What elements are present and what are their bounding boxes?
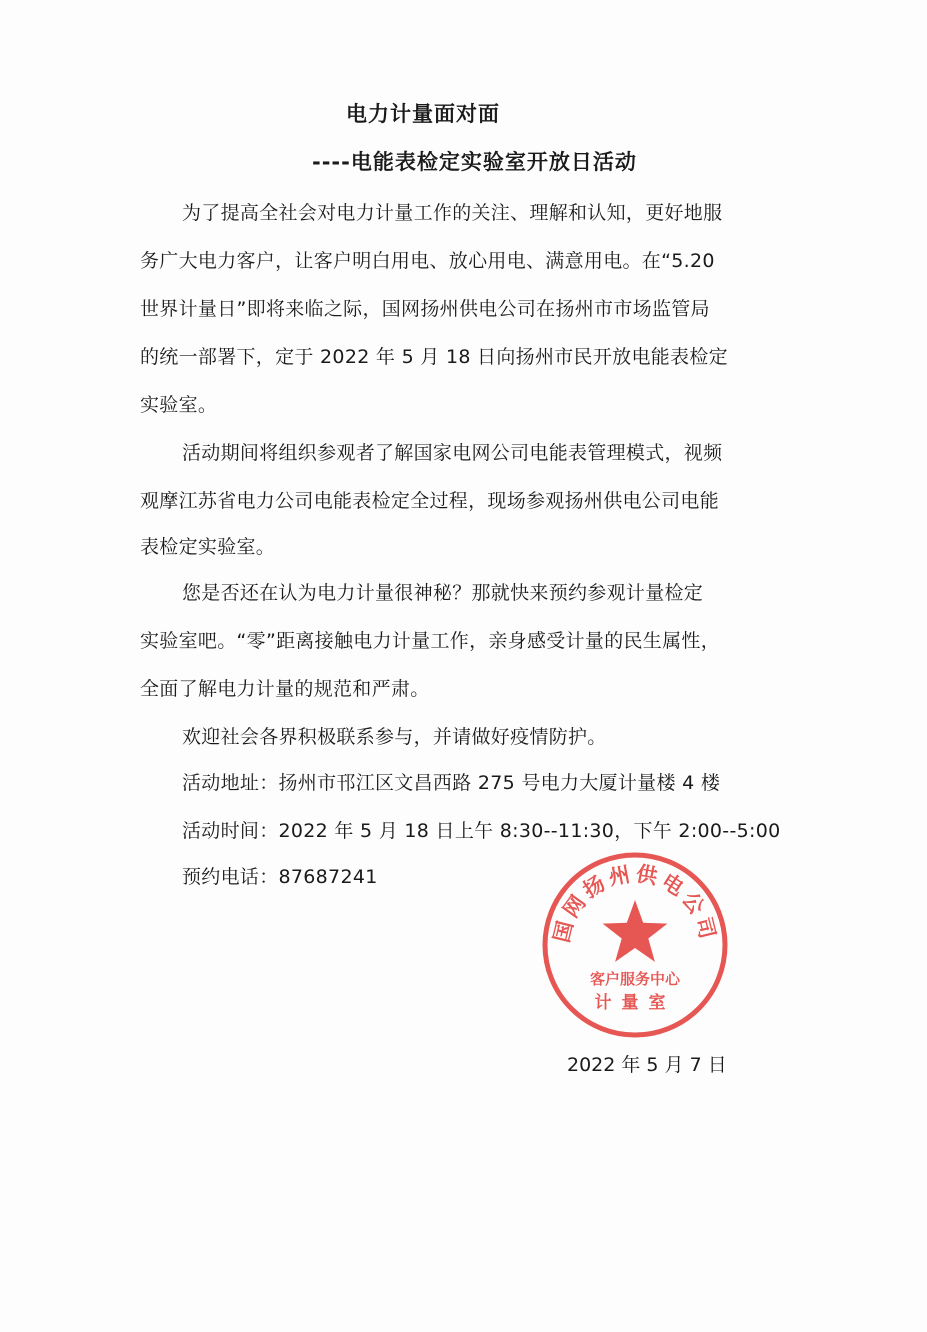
p1-line: 务广大电力客户，让客户明白用电、放心用电、满意用电。在“5.20 [140,250,715,272]
official-seal-stamp [540,850,730,1040]
p1-line: 实验室。 [140,394,218,416]
document-date: 2022 年 5 月 7 日 [567,1054,727,1076]
p1-line: 的统一部署下，定于 2022 年 5 月 18 日向扬州市民开放电能表检定 [140,346,728,368]
p2-line: 活动期间将组织参观者了解国家电网公司电能表管理模式，视频 [182,442,723,464]
p3-line: 实验室吧。“零”距离接触电力计量工作，亲身感受计量的民生属性， [140,630,720,652]
seal-inner-line2: 计量室 [594,993,676,1013]
p1-line: 为了提高全社会对电力计量工作的关注、理解和认知，更好地服 [182,202,723,224]
p2-line: 观摩江苏省电力公司电能表检定全过程，现场参观扬州供电公司电能 [140,490,720,512]
seal-outer-text: 国网扬州供电公司 [549,861,721,945]
p3-line: 全面了解电力计量的规范和严肃。 [140,678,430,700]
time-text: 活动时间：2022 年 5 月 18 日上午 8:30--11:30，下午 2:00--5:00 [182,820,781,842]
document-title: 电力计量面对面 [346,102,500,126]
p1-line: 世界计量日”即将来临之际，国网扬州供电公司在扬州市市场监管局 [140,298,710,320]
p2-line: 表检定实验室。 [140,536,276,558]
seal-inner-line1: 客户服务中心 [589,970,681,988]
p3-line: 您是否还在认为电力计量很神秘？那就快来预约参观计量检定 [182,582,704,604]
welcome-text: 欢迎社会各界积极联系参与，并请做好疫情防护。 [182,726,607,748]
address-text: 活动地址：扬州市邗江区文昌西路 275 号电力大厦计量楼 4 楼 [182,772,721,794]
star-icon [603,900,668,962]
document-subtitle: ----电能表检定实验室开放日活动 [312,150,637,174]
phone-text: 预约电话：87687241 [182,866,378,888]
